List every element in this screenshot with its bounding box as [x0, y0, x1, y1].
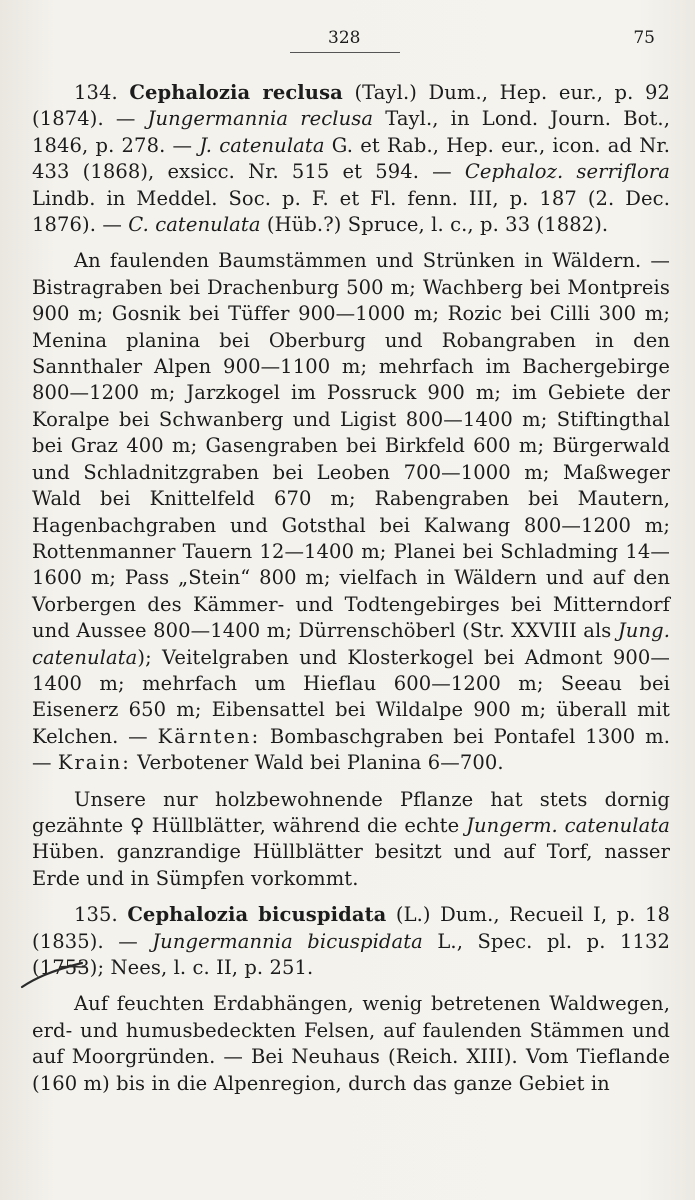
entry-134-citation-text: Nr. 433 (1868), exsicc. Nr. 515 et 594. —: [32, 133, 670, 184]
habitat-italic: Jung. catenulata: [32, 619, 670, 669]
entry-135-citation: [32, 902, 670, 981]
page-header: [0, 28, 695, 58]
entry-134-citation-text: Lindb. in Meddel. Soc. p. F. et Fl. fenn. III, p. 187 (2. Dec. 1876).: [32, 186, 670, 237]
entry-134-synonym: Jungermannia reclusa: [147, 107, 374, 131]
note-italic: Jungerm. catenulata: [466, 813, 671, 837]
page-number-right: 75: [633, 28, 655, 48]
entry-135-synonym: Jungermannia bicuspidata: [152, 929, 423, 953]
entry-135-number: 135.: [74, 903, 118, 927]
entry-134-species-name: Cephalozia reclusa: [129, 81, 343, 104]
entry-134-synonym: Cephaloz. serriflora: [464, 160, 670, 184]
entry-135-habitat: Auf feuchten Erdabhängen, wenig betretenen Waldwegen, erd- und humusbedeckten Felsen, auf faulenden Stämmen und auf Moorgründen. — Bei Neuhaus (Reich. XIII). Vom Tieflande (160 m) bis in die Alpenregion, durch das ganze Gebiet in: [32, 992, 670, 1095]
region-label-kaernten: Kärnten:: [157, 724, 261, 748]
page-number-center: 328: [328, 28, 361, 48]
entry-134-citation-text: (1874). —: [32, 107, 148, 131]
entry-135-citation-text: (1835). —: [32, 929, 153, 953]
habitat-text: Bombaschgraben bei Pontafel 1300 m. —: [32, 724, 670, 775]
entry-134-citation-text: —: [102, 213, 129, 237]
habitat-text: An faulenden Baumstämmen und Strünken in Wäldern. — Bistragraben bei Drachenburg 500 m; Wachberg bei Montpreis 900 m; Gosnik bei Tüffer 900—1000 m; Rozic bei Cilli 300 m; Menina planina bei Oberburg und Robangraben in den Sannthaler Alpen 900—1100 m; mehrfach im Bachergebirge 800—1200 m; Jarzkogel im Possruck 900 m; im Gebiete der Koralpe bei Schwanberg und Ligist 800—1400 m; Stiftingthal bei Graz 400 m; Gasengraben bei Birkfeld 600 m; Bürgerwald und Schladnitzgraben bei Leoben 700—1000 m; Maßweger Wald bei Knittelfeld 670 m; Rabengraben bei Mautern, Hagenbachgraben und Gotsthal bei Kalwang 800—1200 m; Rottenmanner Tauern 12—1400 m; Planei bei Schladming 14—1600 m; Pass „Stein“ 800 m; vielfach in Wäldern und auf den Vorbergen des Kämmer- und Todtengebirges bei Mitterndorf und Aussee 800—1400 m; Dürrenschöberl (Str. XXVIII als: [32, 249, 670, 643]
entry-134-habitat: [32, 248, 670, 776]
entry-134-citation-text: Tayl., in Lond. Journ. Bot.,: [373, 107, 670, 131]
header-rule: [290, 52, 400, 53]
entry-134-citation-text: 1846, p. 278. —: [32, 133, 200, 157]
entry-134-citation-text: (Hüb.?) Spruce, l. c., p. 33 (1882).: [260, 213, 609, 237]
handwritten-pen-mark: [20, 957, 90, 993]
entry-134-citation-text: G. et Rab., Hep. eur., icon. ad: [324, 133, 633, 157]
entry-134-synonym: J. catenulata: [199, 133, 325, 157]
habitat-text: Verbotener Wald bei Planina 6—700.: [130, 751, 504, 775]
habitat-text: ); Veitelgraben und Klosterkogel bei Admont 900—1400 m; mehrfach um Hieflau 600—1200 m; Seeau bei Eisenerz 650 m; Eibensattel bei Wildalpe 900 m; überall mit Kelchen. —: [32, 645, 670, 748]
region-label-krain: Krain:: [57, 751, 131, 775]
entry-135-citation-text: Nees, l. c. II, p. 251.: [110, 956, 314, 979]
entry-134-note: [32, 787, 670, 893]
entry-135-species-name: Cephalozia bicuspidata: [127, 903, 387, 927]
entry-134-number: 134.: [74, 81, 118, 104]
entry-135-citation-text: L., Spec. pl. p. 1132 (1753);: [32, 929, 670, 979]
note-text: Unsere nur holzbewohnende Pflanze hat stets dornig gezähnte ♀ Hüllblätter, während die echte: [32, 787, 670, 837]
entry-134-citation-text: (Tayl.) Dum., Hep. eur., p. 92: [342, 81, 670, 104]
entry-135-citation-text: (L.) Dum., Recueil I, p. 18: [386, 903, 670, 927]
entry-134-citation: [32, 80, 670, 238]
entry-134-synonym: C. catenulata: [128, 213, 261, 237]
note-text: Hüben. ganzrandige Hüllblätter besitzt und auf Torf, nasser Erde und in Sümpfen vorkommt.: [32, 840, 670, 890]
page-body: [32, 80, 670, 1097]
